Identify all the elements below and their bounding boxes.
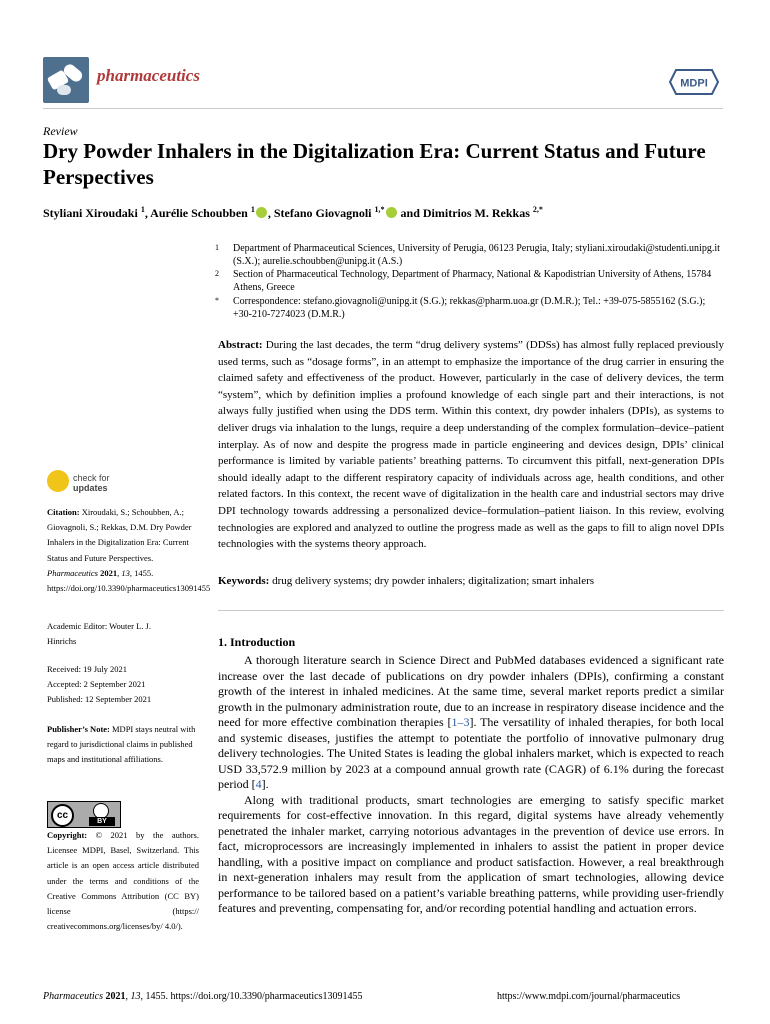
pill-logo-icon xyxy=(43,57,89,103)
paragraph-text: ]. The versatility of inhaled therapies, for both local and systemic diseases, justifies the attempt to potentiate the portfolio of innovative pulmonary drug delivery technologies. The United States is leading the global inhalers market, which is expected to reach USD 33,572.9 million by 2023 at a compound annual growth rate (CAGR) of 6.1% during the forecast period [ xyxy=(218,715,724,791)
author-affiliation-mark: 2,* xyxy=(532,205,543,214)
author-affiliation-mark: 1 xyxy=(250,205,255,214)
header-divider xyxy=(43,108,723,109)
publisher-note-text: MDPI stays neutral with regard to jurisdictional claims in published maps and institutional affiliations. xyxy=(47,724,196,765)
introduction-body xyxy=(218,653,724,917)
mdpi-logo xyxy=(668,68,720,96)
journal-name: pharmaceutics xyxy=(97,66,200,85)
received-date: Received: 19 July 2021 xyxy=(47,664,128,674)
section-divider xyxy=(218,610,724,611)
affiliation-mark: 2 xyxy=(215,269,219,278)
copyright-label: Copyright: xyxy=(47,830,88,840)
affiliation-text: Department of Pharmaceutical Sciences, University of Perugia, 06123 Perugia, Italy; styliani.xiroudaki@studenti.unipg.it (S.X.); aurelie.schoubben@unipg.it (A.S.) xyxy=(233,243,720,267)
author-list xyxy=(43,205,743,221)
citation-label: Citation: xyxy=(47,507,80,517)
copyright-text: © 2021 by the authors. Licensee MDPI, Basel, Switzerland. This article is an open access article distributed under the terms and conditions of the Creative Commons Attribution (CC BY) license (https:// creativecommons.org/licenses/by/ 4.0/). xyxy=(47,830,199,932)
abstract-text: During the last decades, the term “drug delivery systems” (DDSs) has almost fully replaced previously used terms, such as “dosage forms”, in an attempt to emphasize the importance of the drug carrier in ensuring the claimed safety and effectiveness of the product. However, particularly in the case of delivery devices, the term “system”, which by definition implies a profound knowledge of each single part and their interactions, is not always fully justified when using the DDS term. Within this context, dry powder inhalers (DPIs), as systems to deliver drugs via inhalation to the lungs, require a deep understanding of the complex formulation–device–patient interplay. As of now and despite the progress made in particle engineering and devices design, DPIs’ clinical performance is limited by variable patients’ breathing patterns. To circumvent this pitfall, next-generation DPIs should ideally adapt to the different respiratory capacity of individuals across age, health conditions, and other related factors. In this context, the recent wave of digitalization in the health care and industrial sectors may drive DPI technology towards addressing a personalized device–formulation–patient liaison. In this review, evolving technologies are explored and analyzed to outline the progress made as well as the gaps to fill to align novel DPIs technologies with the systems theory approach. xyxy=(218,339,724,551)
copyright-notice xyxy=(47,828,199,934)
author-name[interactable]: , Aurélie Schoubben xyxy=(144,206,248,220)
keywords-text: drug delivery systems; dry powder inhalers; digitalization; smart inhalers xyxy=(269,575,595,587)
paragraph-text: ]. xyxy=(261,777,269,791)
paragraph-text: A thorough literature search in Science Direct and PubMed databases evidenced a significant rate increase over the last decade of publications on dry powder inhalers (DPIs), confirming a constant growth of the interest in inhaled medicines. At the same time, several market reports predict a similar growth in the pulmonary administration route, due to an increase in respiratory disease incidence and the need for more effective combination therapies [ xyxy=(218,653,724,729)
footer-sep: , xyxy=(125,991,131,1002)
keywords-label: Keywords: xyxy=(218,575,270,587)
footer-journal-url[interactable]: https://www.mdpi.com/journal/pharmaceutics xyxy=(497,991,681,1002)
check-updates-icon xyxy=(47,470,69,492)
affiliation-mark: 1 xyxy=(215,243,219,252)
author-name[interactable]: and Dimitrios M. Rekkas xyxy=(397,206,530,220)
check-updates-line1: check for xyxy=(73,473,110,483)
check-updates-line2: updates xyxy=(73,483,108,493)
citation-volume: 13 xyxy=(121,567,130,578)
author-name[interactable]: , Stefano Giovagnoli xyxy=(267,206,372,220)
footer-doi[interactable]: , 1455. https://doi.org/10.3390/pharmaceutics13091455 xyxy=(140,991,363,1002)
citation-text: Xiroudaki, S.; Schoubben, A.; Giovagnoli, S.; Rekkas, D.M. Dry Powder Inhalers in the Digitalization Era: Current Status and Future Perspectives. xyxy=(47,507,192,563)
footer-volume: 13 xyxy=(130,991,141,1002)
academic-editor: Academic Editor: Wouter L. J. Hinrichs xyxy=(47,621,151,647)
publisher-note xyxy=(47,722,199,768)
citation-sep: , xyxy=(117,567,122,578)
accepted-date: Accepted: 2 September 2021 xyxy=(47,679,146,689)
footer-year: 2021 xyxy=(103,991,126,1002)
citation-year: 2021 xyxy=(98,567,118,578)
section-heading: 1. Introduction xyxy=(218,635,296,649)
citation-journal: Pharmaceutics xyxy=(47,567,98,578)
paragraph: Along with traditional products, smart technologies are emerging to satisfy specific market requirements for cost-effective innovation. In this regard, digital systems have already vehemently penetrated the inhaler market, carrying notorious advantages in the prevention of device use errors. In fact, microprocessors are increasingly implemented in inhalers to assist the patient in proper device handling, with a positive impact on compliance and product satisfaction. However, a real breakthrough in next-generation inhalers may result from the application of smart technologies, allowing device performance to be tailored based on a patient’s variable breathing patterns, while providing user-friendly features and preventing, compensating for, and/or recording potential handling and actuation errors. xyxy=(218,792,724,915)
citation-doi[interactable]: , 1455. https://doi.org/10.3390/pharmaceutics13091455 xyxy=(47,567,211,594)
by-label: BY xyxy=(89,817,115,826)
affiliation-text: Section of Pharmaceutical Technology, Department of Pharmacy, National & Kapodistrian University of Athens, 15784 Athens, Greece xyxy=(233,269,712,293)
author-name[interactable]: Styliani Xiroudaki xyxy=(43,206,138,220)
mdpi-logo-text: MDPI xyxy=(680,77,708,90)
paragraph xyxy=(218,653,724,793)
article-title: Dry Powder Inhalers in the Digitalization Era: Current Status and Future Perspectives xyxy=(43,139,706,189)
citation-link[interactable]: 1–3 xyxy=(451,715,470,729)
correspondence-text: Correspondence: stefano.giovagnoli@unipg.it (S.G.); rekkas@pharm.uoa.gr (D.M.R.); Tel.: +39-075-5855162 (S.G.); +30-210-7274023 (D.M.R.) xyxy=(233,296,706,320)
citation xyxy=(47,505,211,596)
publisher-note-label: Publisher’s Note: xyxy=(47,724,110,734)
footer-journal: Pharmaceutics xyxy=(43,991,103,1002)
mdpi-logo-icon xyxy=(668,68,720,96)
orcid-icon[interactable] xyxy=(386,207,397,218)
article-type: Review xyxy=(43,124,78,138)
abstract-label: Abstract: xyxy=(218,339,263,351)
cc-icon: cc xyxy=(51,804,74,827)
journal-logo xyxy=(43,57,89,103)
footer-citation xyxy=(43,991,363,1002)
author-affiliation-mark: 1 xyxy=(140,205,145,214)
affiliation-mark: * xyxy=(215,296,219,305)
abstract xyxy=(218,337,724,553)
published-date: Published: 12 September 2021 xyxy=(47,694,152,704)
keywords xyxy=(218,575,724,587)
orcid-icon[interactable] xyxy=(256,207,267,218)
author-affiliation-mark: 1,* xyxy=(374,205,385,214)
cc-by-license-badge[interactable] xyxy=(47,801,121,828)
citation-link[interactable]: 4 xyxy=(255,777,262,791)
